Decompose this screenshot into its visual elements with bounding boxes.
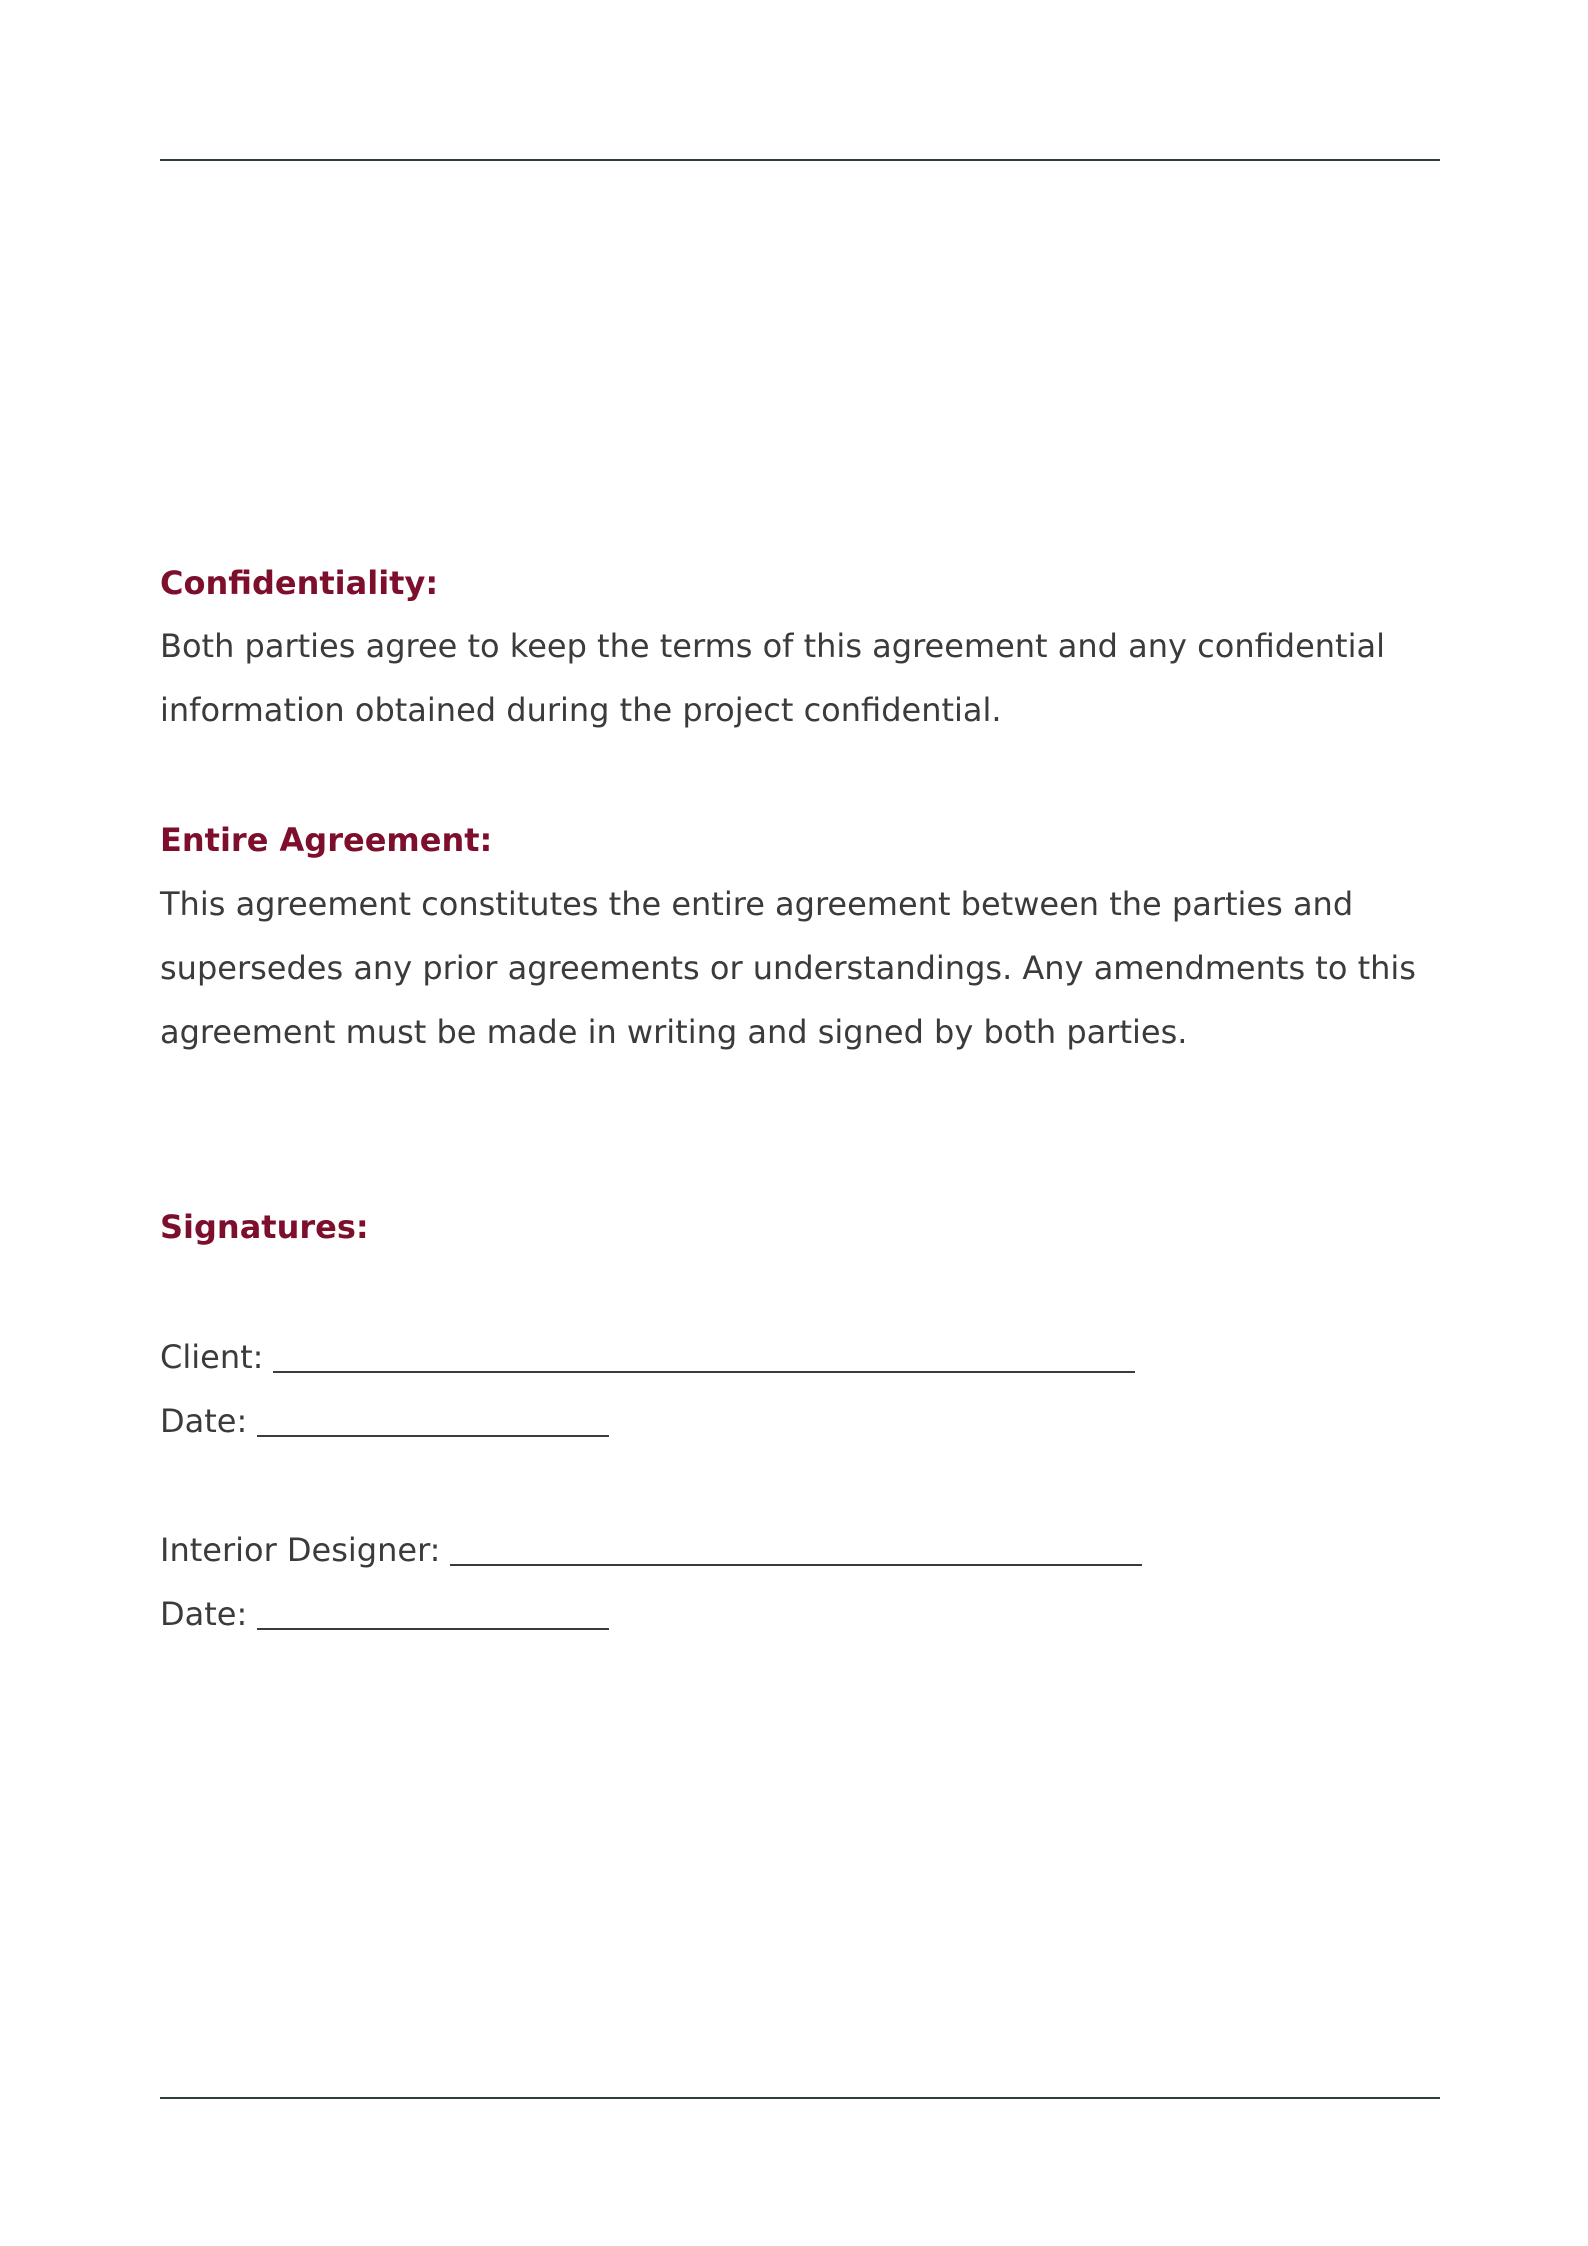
client-signature-field[interactable] xyxy=(273,1341,1135,1373)
entire-agreement-paragraph xyxy=(160,872,1440,1064)
designer-label: Interior Designer: xyxy=(160,1531,441,1569)
designer-date-label: Date: xyxy=(160,1595,248,1633)
confidentiality-paragraph xyxy=(160,614,1440,742)
client-date-line xyxy=(160,1401,609,1441)
confidentiality-line-1: Both parties agree to keep the terms of this agreement and any confidential xyxy=(160,627,1385,665)
client-date-label: Date: xyxy=(160,1402,248,1440)
confidentiality-line-2: information obtained during the project confidential. xyxy=(160,691,1002,729)
designer-date-field[interactable] xyxy=(257,1598,609,1630)
designer-signature-field[interactable] xyxy=(450,1534,1142,1566)
client-date-field[interactable] xyxy=(257,1405,609,1437)
designer-signature-line xyxy=(160,1530,1142,1570)
entire-agreement-line-1: This agreement constitutes the entire agreement between the parties and xyxy=(160,885,1354,923)
client-label: Client: xyxy=(160,1338,264,1376)
footer-rule xyxy=(160,2097,1440,2099)
entire-agreement-heading: Entire Agreement: xyxy=(160,821,493,859)
signatures-heading: Signatures: xyxy=(160,1208,369,1246)
entire-agreement-line-2: supersedes any prior agreements or understandings. Any amendments to this xyxy=(160,949,1416,987)
entire-agreement-line-3: agreement must be made in writing and signed by both parties. xyxy=(160,1013,1188,1051)
client-signature-line xyxy=(160,1337,1135,1377)
confidentiality-heading: Confidentiality: xyxy=(160,564,439,602)
designer-date-line xyxy=(160,1594,609,1634)
header-rule xyxy=(160,159,1440,161)
